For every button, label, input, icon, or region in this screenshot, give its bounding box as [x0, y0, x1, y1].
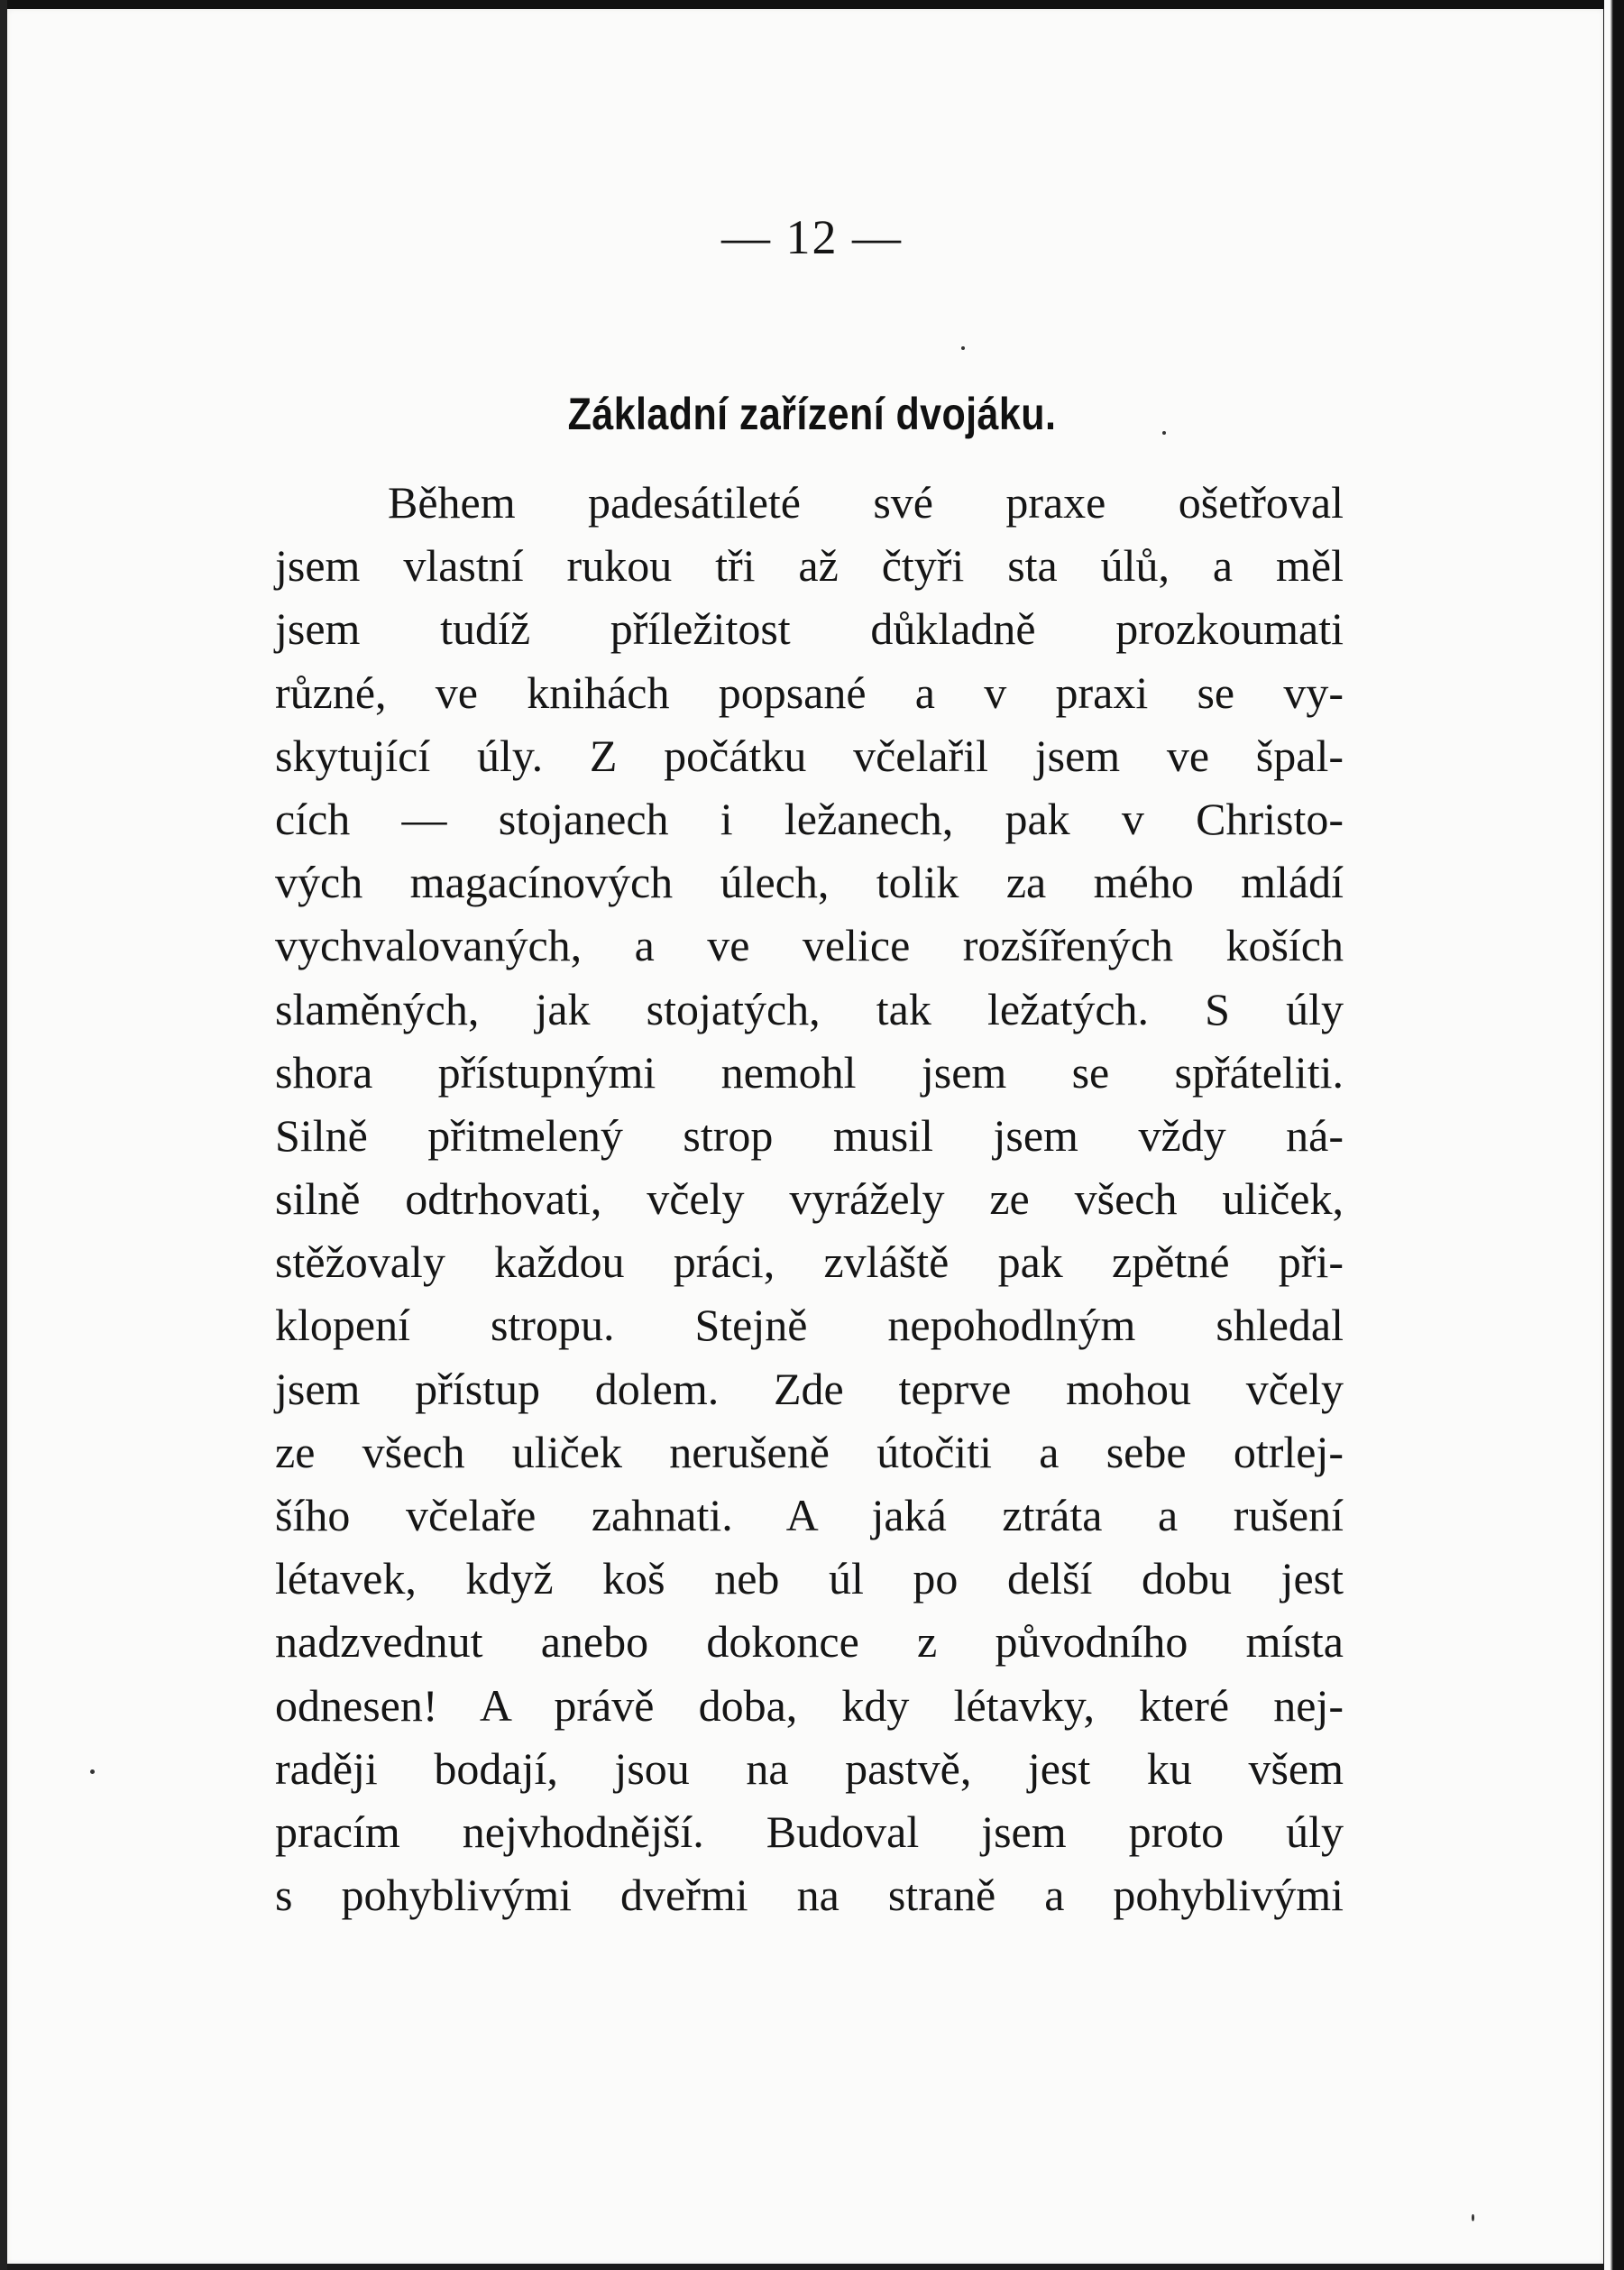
scan-top-edge	[0, 0, 1624, 9]
text-line: ze všech uliček nerušeně útočiti a sebe otrlej-	[275, 1426, 1344, 1477]
text-line: s pohyblivými dveřmi na straně a pohyblivými	[275, 1870, 1344, 1921]
section-heading: Základní zařízení dvojáku.	[567, 389, 1057, 439]
text-line: stěžovaly každou práci, zvláště pak zpětné při-	[275, 1236, 1344, 1288]
text-line: slaměných, jak stojatých, tak ležatých. S úly	[275, 983, 1344, 1034]
scan-left-edge	[0, 0, 7, 2270]
text-line: Silně přitmelený strop musil jsem vždy ná-	[275, 1109, 1344, 1161]
text-line: jsem vlastní rukou tři až čtyři sta úlů, a měl	[275, 540, 1344, 592]
text-line: jsem tudíž příležitost důkladně prozkoumati	[275, 603, 1344, 655]
text-line: raději bodají, jsou na pastvě, jest ku všem	[275, 1742, 1344, 1794]
text-line: Během padesátileté své praxe ošetřoval	[388, 477, 1344, 528]
print-speck	[1472, 2214, 1474, 2221]
print-speck	[961, 346, 965, 350]
text-line: šího včelaře zahnati. A jaká ztráta a rušení	[275, 1490, 1344, 1540]
text-line: shora přístupnými nemohl jsem se spřáteliti.	[275, 1046, 1344, 1098]
text-line: klopení stropu. Stejně nepohodlným shledal	[275, 1300, 1344, 1351]
text-line: vých magacínových úlech, tolik za mého mládí	[275, 857, 1344, 908]
text-line: létavek, když koš neb úl po delší dobu jest	[275, 1553, 1344, 1604]
text-line: skytující úly. Z počátku včelařil jsem ve špal-	[275, 730, 1344, 781]
text-line: cích — stojanech i ležanech, pak v Christo-	[275, 793, 1344, 844]
text-line: různé, ve knihách popsané a v praxi se vy-	[275, 666, 1344, 718]
text-line: nadzvednut anebo dokonce z původního místa	[275, 1616, 1344, 1668]
body-paragraph	[275, 471, 1344, 1926]
print-speck	[90, 1769, 95, 1774]
scan-right-edge	[1604, 0, 1624, 2270]
page-number: — 12 —	[721, 210, 903, 264]
text-line: silně odtrhovati, včely vyrážely ze všech uliček,	[275, 1173, 1344, 1225]
text-line: vychvalovaných, a ve velice rozšířených koších	[275, 920, 1344, 971]
text-line: odnesen! A právě doba, kdy létavky, které nej-	[275, 1679, 1344, 1731]
text-line: jsem přístup dolem. Zde teprve mohou včely	[275, 1363, 1344, 1414]
text-line: pracím nejvhodnější. Budoval jsem proto úly	[275, 1806, 1344, 1857]
